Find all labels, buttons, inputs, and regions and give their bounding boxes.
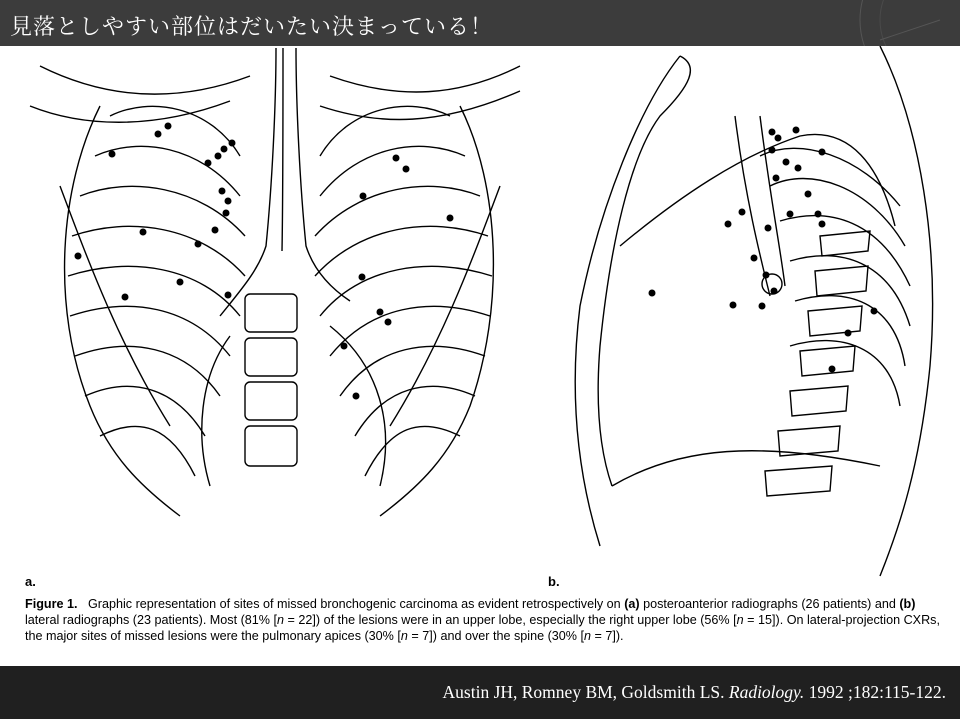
figure-page [0, 46, 960, 666]
caption-marker-b: (b) [899, 597, 916, 611]
caption-text: = 15]). On lateral-projection CXRs, the major sites of missed lesions were the pulmonary apices (30% [ [25, 613, 940, 643]
trachea-inner-line [282, 48, 283, 251]
figure-caption [25, 596, 940, 644]
decorative-dial-graphic [740, 0, 960, 46]
diaphragm [612, 451, 880, 486]
panel-b-label: b. [548, 574, 560, 589]
caption-n: n [583, 629, 591, 643]
panel-a-label: a. [25, 574, 36, 589]
shoulder-left [330, 66, 520, 92]
caption-text: Graphic representation of sites of missed bronchogenic carcinoma as evident retrospectively on [87, 597, 621, 611]
caption-figure-number: Figure 1. [25, 597, 78, 611]
lung-apex [620, 134, 895, 246]
vertebra [245, 338, 297, 376]
caption-text: = 7]). [594, 629, 624, 643]
caption-n: n [400, 629, 408, 643]
heart-left-border [330, 326, 386, 486]
caption-text: lateral radiographs (23 patients). Most (81% [ [25, 613, 277, 627]
slide-title: 見落としやすい部位はだいたい決まっている！ [10, 15, 494, 40]
pa-chest-diagram [30, 48, 520, 516]
shoulder-right [40, 66, 250, 94]
vertebra [245, 426, 297, 466]
clavicle-right [30, 101, 230, 122]
vertebra [245, 382, 297, 420]
posterior-chest-wall [880, 46, 933, 576]
title-bar [0, 0, 960, 46]
citation-journal: Radiology. [728, 682, 805, 702]
citation-details: 1992 ;182:115-122. [808, 682, 946, 702]
clavicle-left [320, 91, 520, 120]
caption-n: n [736, 613, 744, 627]
vertebra [245, 294, 297, 332]
citation [443, 682, 946, 703]
caption-text: posteroanterior radiographs (26 patients) and [643, 597, 896, 611]
caption-n: n [277, 613, 285, 627]
lateral-lesion-dots [649, 127, 878, 373]
caption-marker-a: (a) [624, 597, 640, 611]
citation-authors: Austin JH, Romney BM, Goldsmith LS. [442, 682, 725, 702]
footer-bar [0, 666, 960, 719]
chest-xray-diagrams [0, 46, 960, 586]
caption-text: = 22]) of the lesions were in an upper lobe, especially the right upper lobe (56% [ [287, 613, 737, 627]
anterior-chest-wall [575, 56, 680, 546]
sternum-line [598, 56, 690, 486]
heart-right-border [202, 336, 230, 486]
caption-text: = 7]) and over the spine (30% [ [411, 629, 584, 643]
lateral-trachea [735, 116, 770, 296]
lateral-chest-diagram [575, 46, 932, 576]
trachea-left-wall [220, 48, 276, 316]
